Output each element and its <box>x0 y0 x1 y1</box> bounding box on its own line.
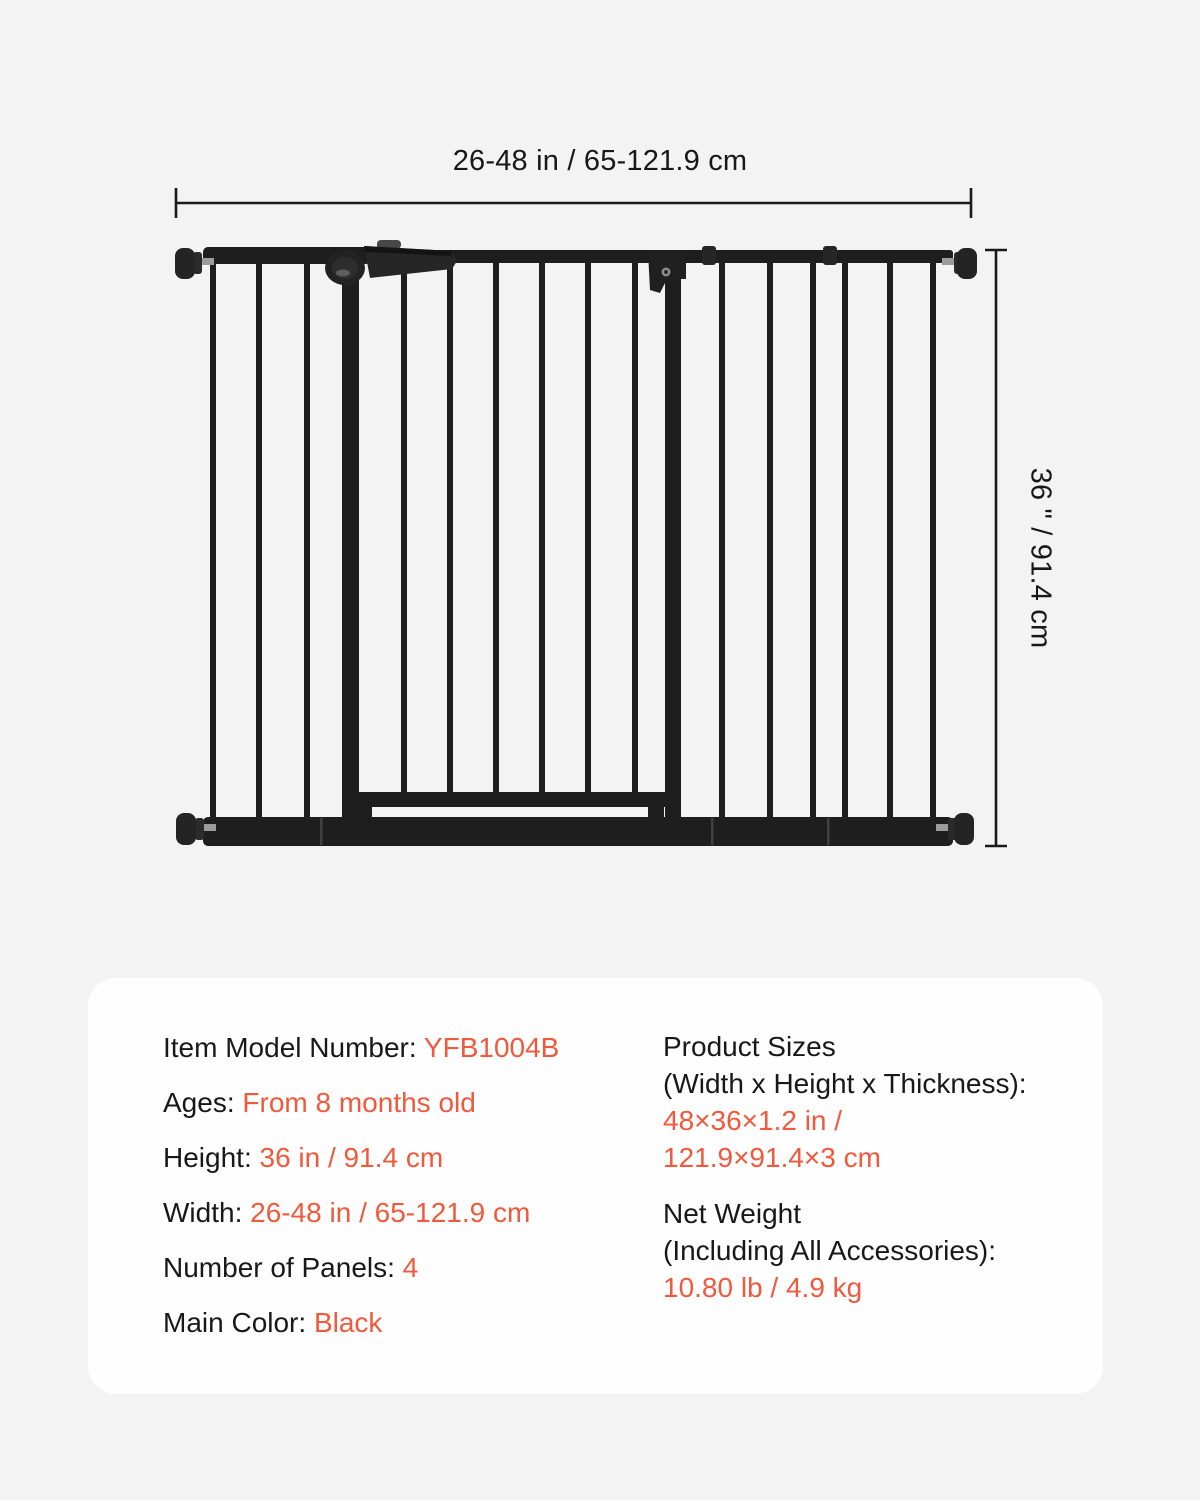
spec-row-color <box>163 1309 559 1337</box>
gate-catch-post <box>665 252 681 842</box>
spec-list-left <box>163 1034 559 1337</box>
gate-hinge-post <box>342 252 359 842</box>
height-dimension-label: 36 " / 91.4 cm <box>1024 467 1057 649</box>
spec-row-width <box>163 1199 559 1227</box>
spec-value: YFB1004B <box>423 1032 560 1063</box>
spec-label: Number of Panels: <box>163 1252 403 1283</box>
spec-label: Net Weight <box>663 1198 801 1229</box>
spec-row-height <box>163 1144 559 1172</box>
spec-row-model-number <box>163 1034 559 1062</box>
spec-label: Ages: <box>163 1087 243 1118</box>
gate-illustration <box>175 240 977 846</box>
gate-door-bars <box>401 262 638 798</box>
gate-bottom-rail <box>203 817 953 846</box>
gate-right-panel-bars <box>719 262 936 822</box>
gate-handle-assembly <box>325 240 457 285</box>
spec-label: Width: <box>163 1197 251 1228</box>
spec-value: Black <box>313 1307 383 1338</box>
spec-value: 36 in / 91.4 cm <box>259 1142 444 1173</box>
spec-block-product-sizes <box>663 1028 1027 1176</box>
spec-value: 10.80 lb / 4.9 kg <box>663 1272 863 1303</box>
spec-value: 4 <box>402 1252 419 1283</box>
spec-row-panels <box>163 1254 559 1282</box>
height-dimension-line <box>985 250 1007 846</box>
spec-value: 121.9×91.4×3 cm <box>663 1142 881 1173</box>
spec-row-ages <box>163 1089 559 1117</box>
spec-card <box>88 978 1103 1394</box>
spec-list-right <box>663 1028 1027 1306</box>
spec-label: Height: <box>163 1142 260 1173</box>
spec-block-net-weight <box>663 1195 1027 1306</box>
spec-label: Product Sizes <box>663 1031 836 1062</box>
spec-label: (Width x Height x Thickness): <box>663 1068 1027 1099</box>
gate-left-panel-bars <box>210 262 310 822</box>
spec-value: 48×36×1.2 in / <box>663 1105 843 1136</box>
spec-value: From 8 months old <box>242 1087 476 1118</box>
width-dimension-line <box>176 188 971 218</box>
gate-door-bottom-bar <box>352 792 670 818</box>
spec-value: 26-48 in / 65-121.9 cm <box>250 1197 531 1228</box>
spec-label: (Including All Accessories): <box>663 1235 997 1266</box>
spec-label: Item Model Number: <box>163 1032 424 1063</box>
spec-label: Main Color: <box>163 1307 314 1338</box>
width-dimension-label: 26-48 in / 65-121.9 cm <box>452 145 748 177</box>
